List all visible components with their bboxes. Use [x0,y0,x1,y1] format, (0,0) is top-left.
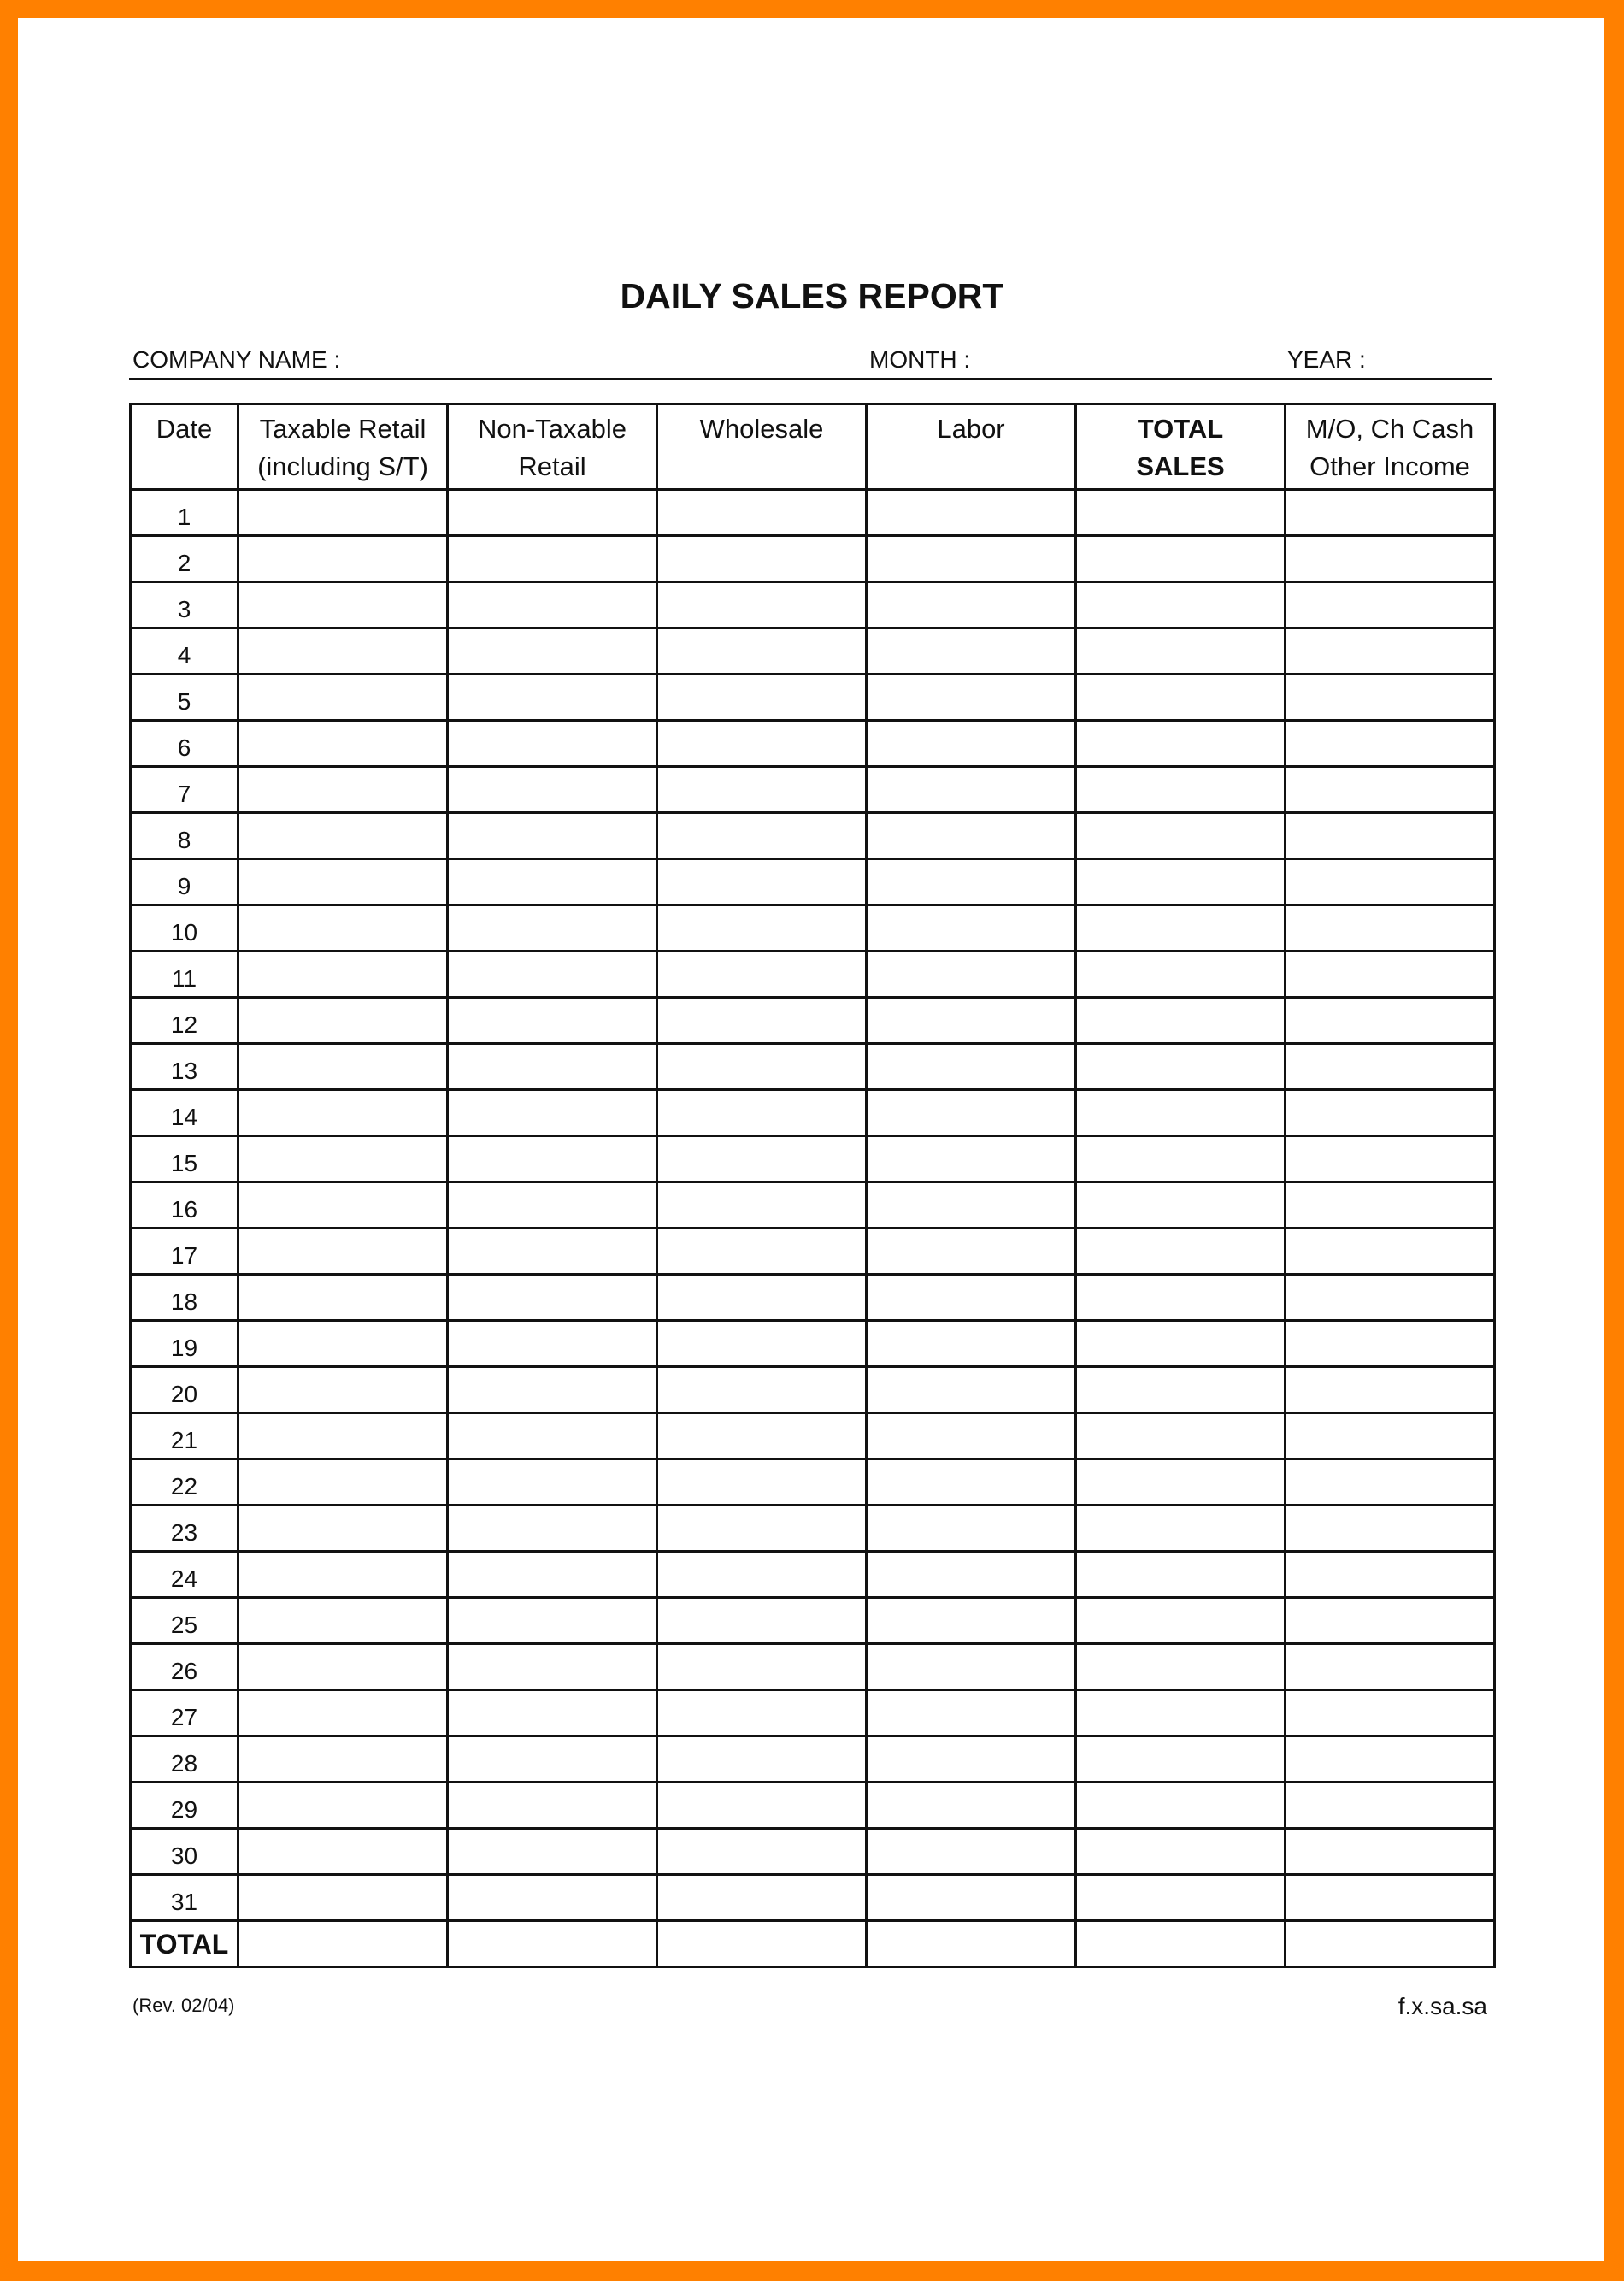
column-header [238,404,448,490]
date-cell: 26 [131,1644,238,1690]
header-text: (including S/T) [257,451,428,481]
header-text [868,448,1074,486]
date-cell: 1 [131,490,238,536]
table-row [131,859,1495,905]
entry-cell[interactable] [448,1552,657,1598]
info-line [129,345,1492,380]
entry-cell[interactable] [238,1644,448,1690]
entry-cell[interactable] [1286,1182,1495,1229]
entry-cell[interactable] [657,721,867,767]
date-cell: 13 [131,1044,238,1090]
entry-cell[interactable] [657,1321,867,1367]
date-cell: 4 [131,628,238,675]
entry-cell[interactable] [1076,490,1286,536]
entry-cell[interactable] [238,536,448,582]
header-text: Taxable Retail [259,414,427,444]
column-header [1076,404,1286,490]
entry-cell[interactable] [1076,582,1286,628]
entry-cell[interactable] [657,1136,867,1182]
entry-cell[interactable] [657,1275,867,1321]
date-cell: 9 [131,859,238,905]
entry-cell[interactable] [867,1829,1076,1875]
entry-cell[interactable] [448,813,657,859]
date-cell: 29 [131,1783,238,1829]
entry-cell[interactable] [1286,721,1495,767]
header-text: Wholesale [699,414,824,444]
entry-cell[interactable] [867,1644,1076,1690]
entry-cell[interactable] [238,1829,448,1875]
entry-cell[interactable] [448,675,657,721]
table-row [131,1552,1495,1598]
entry-cell[interactable] [238,1321,448,1367]
entry-cell[interactable] [448,952,657,998]
entry-cell[interactable] [1286,1229,1495,1275]
table-row [131,905,1495,952]
entry-cell[interactable] [657,675,867,721]
entry-cell[interactable] [657,998,867,1044]
header-text [131,448,238,486]
entry-cell[interactable] [238,1736,448,1783]
header-text: M/O, Ch Cash [1305,414,1474,444]
entry-cell[interactable] [448,490,657,536]
table-row [131,1182,1495,1229]
entry-cell[interactable] [1286,628,1495,675]
header-text: TOTAL [1137,414,1224,444]
header-text: Date [156,414,213,444]
entry-cell[interactable] [867,1044,1076,1090]
entry-cell[interactable] [1076,1783,1286,1829]
column-header [448,404,657,490]
year-label: YEAR : [1287,346,1366,373]
header-text: Labor [937,414,1005,444]
table-row [131,1783,1495,1829]
entry-cell[interactable] [1076,1413,1286,1459]
table-row [131,1875,1495,1921]
entry-cell[interactable] [448,1044,657,1090]
date-cell: 2 [131,536,238,582]
entry-cell[interactable] [867,1367,1076,1413]
entry-cell[interactable] [238,1921,448,1967]
entry-cell[interactable] [448,1459,657,1506]
report-title: DAILY SALES REPORT [620,276,1004,315]
table-row [131,1598,1495,1644]
entry-cell[interactable] [657,1921,867,1967]
table-row [131,1736,1495,1783]
date-cell: 3 [131,582,238,628]
entry-cell[interactable] [867,1182,1076,1229]
entry-cell[interactable] [448,1644,657,1690]
entry-cell[interactable] [1076,1736,1286,1783]
header-text: Other Income [1309,451,1470,481]
table-row [131,1275,1495,1321]
month-label: MONTH : [869,346,971,373]
entry-cell[interactable] [1076,952,1286,998]
entry-cell[interactable] [1076,1552,1286,1598]
entry-cell[interactable] [1076,1690,1286,1736]
entry-cell[interactable] [448,1921,657,1967]
entry-cell[interactable] [238,1413,448,1459]
entry-cell[interactable] [1286,1275,1495,1321]
entry-cell[interactable] [448,1229,657,1275]
entry-cell[interactable] [867,1321,1076,1367]
entry-cell[interactable] [867,1875,1076,1921]
entry-cell[interactable] [657,813,867,859]
table-row [131,1136,1495,1182]
entry-cell[interactable] [657,1552,867,1598]
entry-cell[interactable] [867,859,1076,905]
entry-cell[interactable] [657,1229,867,1275]
entry-cell[interactable] [867,1598,1076,1644]
header-text [658,448,865,486]
date-cell: 28 [131,1736,238,1783]
entry-cell[interactable] [1076,1136,1286,1182]
entry-cell[interactable] [1286,1136,1495,1182]
entry-cell[interactable] [1076,1090,1286,1136]
entry-cell[interactable] [1076,1229,1286,1275]
entry-cell[interactable] [1076,1275,1286,1321]
entry-cell[interactable] [1286,490,1495,536]
entry-cell[interactable] [448,1506,657,1552]
table-row [131,1829,1495,1875]
entry-cell[interactable] [238,1552,448,1598]
entry-cell[interactable] [238,1136,448,1182]
entry-cell[interactable] [657,1182,867,1229]
entry-cell[interactable] [1076,1459,1286,1506]
entry-cell[interactable] [1286,998,1495,1044]
entry-cell[interactable] [1076,859,1286,905]
entry-cell[interactable] [238,1044,448,1090]
entry-cell[interactable] [1076,1321,1286,1367]
revision-note: (Rev. 02/04) [132,1995,235,2016]
date-cell: 25 [131,1598,238,1644]
entry-cell[interactable] [1286,536,1495,582]
entry-cell[interactable] [867,1090,1076,1136]
entry-cell[interactable] [1286,675,1495,721]
entry-cell[interactable] [1076,721,1286,767]
entry-cell[interactable] [1076,536,1286,582]
table-row [131,1506,1495,1552]
date-cell: 12 [131,998,238,1044]
entry-cell[interactable] [238,767,448,813]
entry-cell[interactable] [448,536,657,582]
entry-cell[interactable] [1286,1644,1495,1690]
entry-cell[interactable] [867,1921,1076,1967]
entry-cell[interactable] [1076,813,1286,859]
date-cell: 6 [131,721,238,767]
entry-cell[interactable] [238,721,448,767]
entry-cell[interactable] [238,813,448,859]
entry-cell[interactable] [1286,1459,1495,1506]
date-cell: 24 [131,1552,238,1598]
entry-cell[interactable] [867,813,1076,859]
table-row [131,582,1495,628]
entry-cell[interactable] [448,1690,657,1736]
column-header [131,404,238,490]
entry-cell[interactable] [1286,1367,1495,1413]
entry-cell[interactable] [1076,998,1286,1044]
table-row [131,1090,1495,1136]
entry-cell[interactable] [1076,1875,1286,1921]
entry-cell[interactable] [1076,767,1286,813]
table-row [131,490,1495,536]
entry-cell[interactable] [448,582,657,628]
entry-cell[interactable] [448,628,657,675]
entry-cell[interactable] [1286,1783,1495,1829]
entry-cell[interactable] [1286,859,1495,905]
table-row [131,675,1495,721]
entry-cell[interactable] [1076,905,1286,952]
table-row [131,1321,1495,1367]
entry-cell[interactable] [657,767,867,813]
entry-cell[interactable] [657,1644,867,1690]
entry-cell[interactable] [657,1090,867,1136]
table-body [131,490,1495,1967]
entry-cell[interactable] [448,767,657,813]
entry-cell[interactable] [657,1690,867,1736]
entry-cell[interactable] [657,1506,867,1552]
entry-cell[interactable] [1286,1598,1495,1644]
entry-cell[interactable] [238,1182,448,1229]
entry-cell[interactable] [867,1413,1076,1459]
entry-cell[interactable] [1076,1598,1286,1644]
header-row [131,404,1495,490]
entry-cell[interactable] [448,1413,657,1459]
date-cell: 16 [131,1182,238,1229]
date-cell: 19 [131,1321,238,1367]
entry-cell[interactable] [867,998,1076,1044]
entry-cell[interactable] [1286,582,1495,628]
entry-cell[interactable] [238,1275,448,1321]
entry-cell[interactable] [867,536,1076,582]
entry-cell[interactable] [238,582,448,628]
table-row [131,1459,1495,1506]
entry-cell[interactable] [1286,1506,1495,1552]
table-row [131,1413,1495,1459]
entry-cell[interactable] [1076,1506,1286,1552]
header-text: SALES [1136,451,1225,481]
entry-cell[interactable] [867,1736,1076,1783]
date-cell: 27 [131,1690,238,1736]
entry-cell[interactable] [1286,813,1495,859]
entry-cell[interactable] [448,1598,657,1644]
table-row [131,1921,1495,1967]
entry-cell[interactable] [1286,1921,1495,1967]
entry-cell[interactable] [867,952,1076,998]
entry-cell[interactable] [657,952,867,998]
entry-cell[interactable] [657,1736,867,1783]
entry-cell[interactable] [867,628,1076,675]
entry-cell[interactable] [1076,675,1286,721]
entry-cell[interactable] [448,1783,657,1829]
entry-cell[interactable] [1286,1736,1495,1783]
entry-cell[interactable] [1286,767,1495,813]
entry-cell[interactable] [238,1090,448,1136]
entry-cell[interactable] [867,721,1076,767]
entry-cell[interactable] [238,1229,448,1275]
entry-cell[interactable] [238,1459,448,1506]
entry-cell[interactable] [238,998,448,1044]
entry-cell[interactable] [238,952,448,998]
entry-cell[interactable] [1286,952,1495,998]
date-cell: 21 [131,1413,238,1459]
entry-cell[interactable] [1076,628,1286,675]
entry-cell[interactable] [1286,1044,1495,1090]
entry-cell[interactable] [1076,1921,1286,1967]
entry-cell[interactable] [867,582,1076,628]
entry-cell[interactable] [867,490,1076,536]
entry-cell[interactable] [657,859,867,905]
entry-cell[interactable] [1286,1321,1495,1367]
table-row [131,721,1495,767]
date-cell: TOTAL [131,1921,238,1967]
entry-cell[interactable] [1286,1413,1495,1459]
entry-cell[interactable] [238,905,448,952]
entry-cell[interactable] [867,1506,1076,1552]
entry-cell[interactable] [657,582,867,628]
date-cell: 14 [131,1090,238,1136]
entry-cell[interactable] [238,675,448,721]
date-cell: 11 [131,952,238,998]
entry-cell[interactable] [238,1506,448,1552]
entry-cell[interactable] [867,1229,1076,1275]
date-cell: 22 [131,1459,238,1506]
entry-cell[interactable] [867,767,1076,813]
entry-cell[interactable] [867,905,1076,952]
entry-cell[interactable] [1076,1644,1286,1690]
entry-cell[interactable] [867,1275,1076,1321]
entry-cell[interactable] [657,1875,867,1921]
entry-cell[interactable] [867,1552,1076,1598]
entry-cell[interactable] [1076,1829,1286,1875]
date-cell: 31 [131,1875,238,1921]
entry-cell[interactable] [448,1321,657,1367]
table-row [131,1367,1495,1413]
entry-cell[interactable] [657,536,867,582]
table-row [131,767,1495,813]
column-header [1286,404,1495,490]
entry-cell[interactable] [448,1182,657,1229]
table-row [131,536,1495,582]
entry-cell[interactable] [657,1598,867,1644]
date-cell: 10 [131,905,238,952]
entry-cell[interactable] [448,721,657,767]
date-cell: 15 [131,1136,238,1182]
entry-cell[interactable] [1286,1552,1495,1598]
table-row [131,998,1495,1044]
date-cell: 18 [131,1275,238,1321]
entry-cell[interactable] [238,859,448,905]
entry-cell[interactable] [1286,1875,1495,1921]
date-cell: 5 [131,675,238,721]
entry-cell[interactable] [867,1783,1076,1829]
entry-cell[interactable] [448,1367,657,1413]
entry-cell[interactable] [867,1690,1076,1736]
entry-cell[interactable] [238,1783,448,1829]
entry-cell[interactable] [1286,1829,1495,1875]
table-row [131,1044,1495,1090]
header-text: Retail [518,451,586,481]
entry-cell[interactable] [657,628,867,675]
entry-cell[interactable] [867,1459,1076,1506]
entry-cell[interactable] [657,1783,867,1829]
table-row [131,952,1495,998]
entry-cell[interactable] [657,1367,867,1413]
entry-cell[interactable] [657,1459,867,1506]
table-row [131,1644,1495,1690]
entry-cell[interactable] [1286,1090,1495,1136]
entry-cell[interactable] [1076,1044,1286,1090]
table-row [131,1690,1495,1736]
entry-cell[interactable] [448,859,657,905]
entry-cell[interactable] [238,1875,448,1921]
entry-cell[interactable] [867,1136,1076,1182]
date-cell: 17 [131,1229,238,1275]
entry-cell[interactable] [448,1875,657,1921]
header-text: Non-Taxable [477,414,627,444]
entry-cell[interactable] [238,1598,448,1644]
entry-cell[interactable] [1076,1367,1286,1413]
entry-cell[interactable] [448,1829,657,1875]
entry-cell[interactable] [867,675,1076,721]
company-name-label: COMPANY NAME : [132,346,341,373]
entry-cell[interactable] [238,1690,448,1736]
date-cell: 7 [131,767,238,813]
entry-cell[interactable] [238,490,448,536]
table-row [131,628,1495,675]
entry-cell[interactable] [1286,1690,1495,1736]
date-cell: 23 [131,1506,238,1552]
date-cell: 20 [131,1367,238,1413]
date-cell: 30 [131,1829,238,1875]
entry-cell[interactable] [448,1136,657,1182]
table-row [131,1229,1495,1275]
entry-cell[interactable] [657,490,867,536]
form-code: f.x.sa.sa [1397,1993,1487,2019]
entry-cell[interactable] [657,905,867,952]
entry-cell[interactable] [657,1044,867,1090]
entry-cell[interactable] [448,998,657,1044]
entry-cell[interactable] [238,1367,448,1413]
entry-cell[interactable] [448,905,657,952]
column-header [867,404,1076,490]
entry-cell[interactable] [657,1413,867,1459]
entry-cell[interactable] [448,1275,657,1321]
date-cell: 8 [131,813,238,859]
entry-cell[interactable] [1286,905,1495,952]
entry-cell[interactable] [1076,1182,1286,1229]
entry-cell[interactable] [448,1090,657,1136]
sales-table [129,403,1496,1968]
entry-cell[interactable] [657,1829,867,1875]
entry-cell[interactable] [238,628,448,675]
table-row [131,813,1495,859]
entry-cell[interactable] [448,1736,657,1783]
column-header [657,404,867,490]
